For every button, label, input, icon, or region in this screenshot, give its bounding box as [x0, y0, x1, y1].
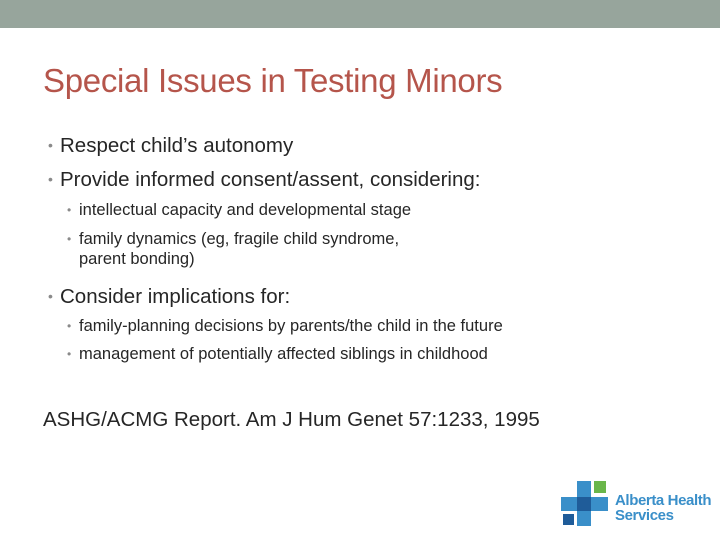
- bullet-icon: •: [67, 319, 72, 333]
- sub-bullet-text: family-planning decisions by parents/the child in the future: [79, 317, 503, 335]
- alberta-health-services-logo: [561, 481, 711, 526]
- bullet-text: Respect child’s autonomy: [60, 134, 294, 157]
- sub-bullet-item: [67, 229, 399, 269]
- bullet-icon: •: [48, 288, 53, 304]
- bullet-item: [48, 167, 480, 192]
- sub-bullet-text: management of potentially affected siblings in childhood: [79, 345, 488, 363]
- sub-bullet-text: intellectual capacity and developmental stage: [79, 201, 412, 219]
- bullet-item: [48, 284, 290, 309]
- slide-title: Special Issues in Testing Minors: [43, 62, 503, 99]
- logo-line-2: Services: [615, 507, 674, 524]
- sub-bullet-item: [67, 316, 503, 337]
- citation: ASHG/ACMG Report. Am J Hum Genet 57:1233, 1995: [43, 408, 540, 431]
- logo-line-1: Alberta Health: [615, 492, 712, 509]
- bullet-text: Provide informed consent/assent, considering:: [60, 168, 481, 191]
- sub-bullet-item: [67, 200, 411, 221]
- bullet-icon: •: [48, 171, 53, 187]
- sub-bullet-line: family dynamics (eg, fragile child syndrome,: [79, 230, 400, 248]
- bullet-item: [48, 133, 293, 158]
- bullet-icon: •: [67, 232, 72, 246]
- bullet-icon: •: [67, 203, 72, 217]
- bullet-text: Consider implications for:: [60, 285, 291, 308]
- sub-bullet-item: [67, 344, 488, 365]
- bullet-icon: •: [67, 347, 72, 361]
- ahs-cross-icon: [561, 481, 608, 526]
- logo-text: [615, 493, 711, 523]
- sub-bullet-line: parent bonding): [79, 250, 195, 268]
- sub-bullet-text: [79, 229, 399, 269]
- bullet-icon: •: [48, 137, 53, 153]
